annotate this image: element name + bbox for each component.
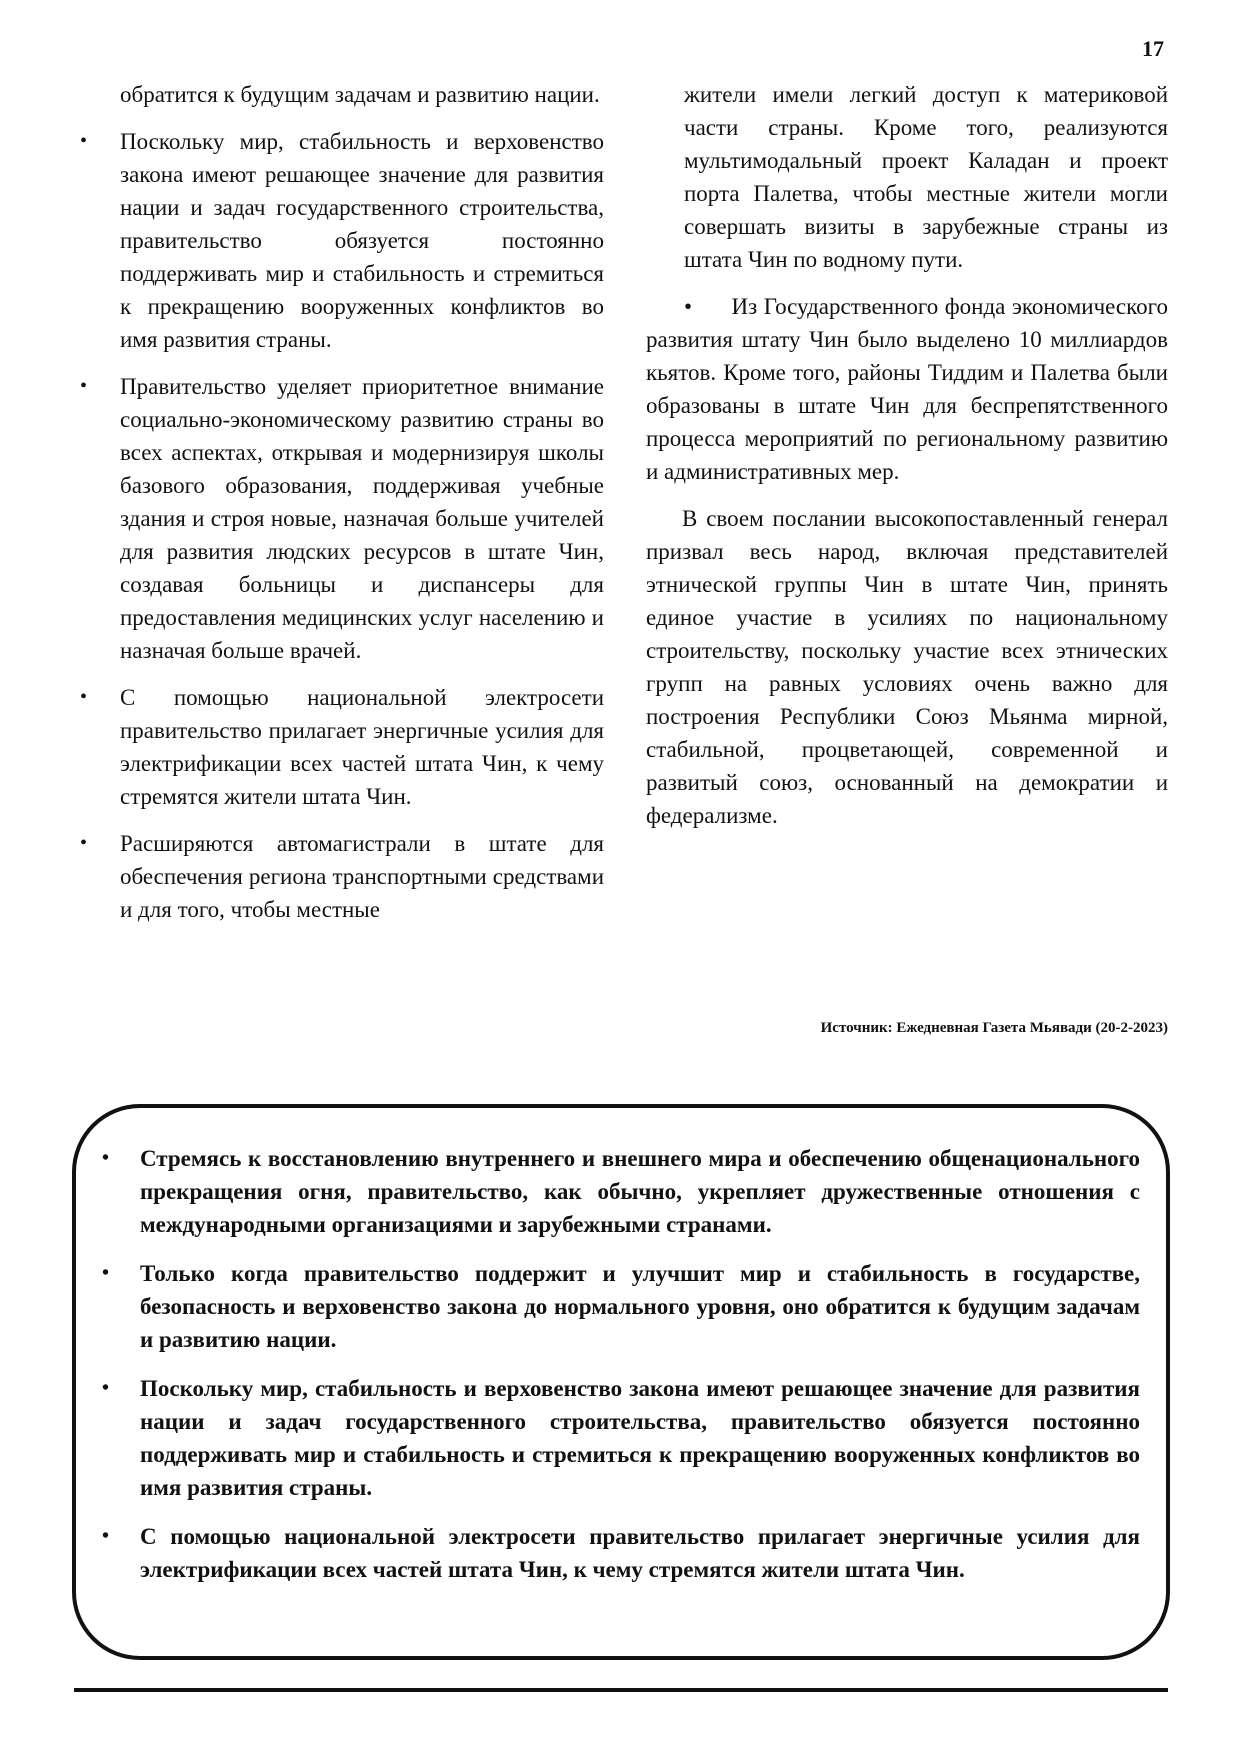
bullet-icon: • xyxy=(80,375,88,397)
bullet-item xyxy=(74,370,604,667)
bullet-icon: • xyxy=(80,832,88,854)
bullet-icon: • xyxy=(102,1525,110,1547)
summary-item xyxy=(102,1372,1140,1504)
continued-paragraph: обратится к будущим задачам и развитию нации. xyxy=(120,82,600,107)
bullet-icon: • xyxy=(684,294,693,319)
summary-text: Только когда правительство поддержит и улучшит мир и стабильность в государстве, безопасность и верховенство закона до нормального уровня, оно обратится к будущим задачам и развитию нации. xyxy=(140,1261,1140,1352)
bullet-icon: • xyxy=(102,1377,110,1399)
summary-box xyxy=(72,1104,1170,1660)
bullet-icon: • xyxy=(102,1147,110,1169)
summary-text: Поскольку мир, стабильность и верховенство закона имеют решающее значение для развития нации и задач государственного строительства, правительство обязуется постоянно поддерживать мир и стабильность и стремиться к прекращению вооруженных конфликтов во имя развития страны. xyxy=(140,1376,1140,1500)
closing-paragraph: В своем послании высокопоставленный генерал призвал весь народ, включая представителей этнической группы Чин в штате Чин, принять единое участие в усилиях по национальному строительству, поскольку участие всех этнических групп на равных условиях очень важно для построения Республики Союз Мьянма мирной, стабильной, процветающей, современной и развитый союз, основанный на демократии и федерализме. xyxy=(646,506,1168,828)
left-column xyxy=(74,78,604,940)
bullet-icon: • xyxy=(102,1262,110,1284)
summary-item xyxy=(102,1257,1140,1356)
continued-paragraph: жители имели легкий доступ к материковой части страны. Кроме того, реализуются мультимодальный проект Каладан и проект порта Палетва, чтобы местные жители могли совершать визиты в зарубежные страны из штата Чин по водному пути. xyxy=(684,82,1168,272)
summary-text: Стремясь к восстановлению внутреннего и внешнего мира и обеспечению общенационального прекращения огня, правительство, как обычно, укрепляет дружественные отношения с международными организациями и зарубежными странами. xyxy=(140,1146,1140,1237)
bullet-item xyxy=(74,125,604,356)
bullet-text: Правительство уделяет приоритетное внимание социально-экономическому развитию страны во всех аспектах, открывая и модернизируя школы базового образования, поддерживая учебные здания и строя новые, назначая больше учителей для развития людских ресурсов в штате Чин, создавая больницы и диспансеры для предоставления медицинских услуг населению и назначая больше врачей. xyxy=(120,374,604,663)
summary-text: С помощью национальной электросети правительство прилагает энергичные усилия для электрификации всех частей штата Чин, к чему стремятся жители штата Чин. xyxy=(140,1524,1140,1582)
right-column xyxy=(646,78,1168,846)
bullet-paragraph xyxy=(646,290,1168,488)
bottom-divider xyxy=(74,1688,1168,1692)
page-number: 17 xyxy=(1142,36,1164,61)
bullet-paragraph-text: Из Государственного фонда экономического развития штату Чин было выделено 10 миллиардов кьятов. Кроме того, районы Тиддим и Палетва были образованы в штате Чин для беспрепятственного процесса мероприятий по региональному развитию и административных мер. xyxy=(646,294,1169,484)
source-citation: Источник: Ежедневная Газета Мьявади (20-2-2023) xyxy=(820,1020,1168,1036)
bullet-icon: • xyxy=(80,130,88,152)
bullet-item xyxy=(74,827,604,926)
summary-item xyxy=(102,1142,1140,1241)
bullet-text: Расширяются автомагистрали в штате для обеспечения региона транспортными средствами и для того, чтобы местные xyxy=(120,831,604,922)
summary-item xyxy=(102,1520,1140,1586)
bullet-icon: • xyxy=(80,686,88,708)
bullet-item xyxy=(74,681,604,813)
bullet-text: Поскольку мир, стабильность и верховенство закона имеют решающее значение для развития нации и задач государственного строительства, правительство обязуется постоянно поддерживать мир и стабильность и стремиться к прекращению вооруженных конфликтов во имя развития страны. xyxy=(120,129,604,352)
bullet-text: С помощью национальной электросети правительство прилагает энергичные усилия для электрификации всех частей штата Чин, к чему стремятся жители штата Чин. xyxy=(120,685,604,809)
